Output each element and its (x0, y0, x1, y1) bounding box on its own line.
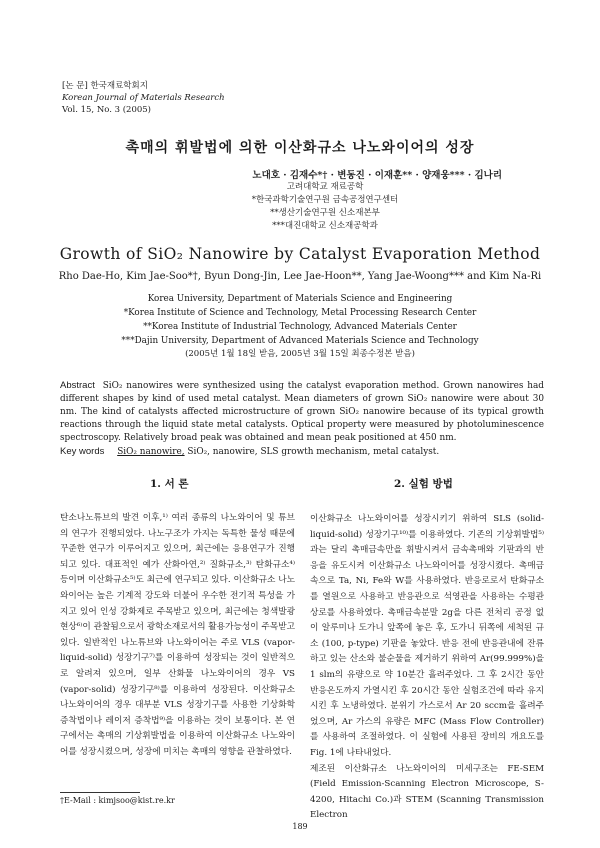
journal-volume: Vol. 15, No. 3 (2005) (62, 105, 152, 115)
affiliations-english (0, 292, 600, 348)
methods-paragraph-1: 이산화규소 나노와이어를 성장시키기 위하여 SLS (solid-liquid-solid) 성장기구¹⁰⁾를 이용하였다. 기존의 기상휘발법⁵⁾과는 달리 촉매금속만을 휘발시켜서 금속촉매와 기판과의 반응을 유도시켜 이산화규소 나노와이어를 성장시켰다. 촉매금속으로 Ta, Ni, Fe와 W를 사용하였다. 반응로로서 탄화규소를 열원으로 사용하고 반응관으로 석영관을 사용하는 수평관상로를 사용하였다. 촉매금속분말 2g을 다른 전처리 공정 없이 알루미나 도가니 앞쪽에 놓은 후, 도가니 뒤쪽에 세척된 규소 (100, p-type) 기판을 놓았다. 반응 전에 반응관내에 잔류하고 있는 산소와 불순물을 제거하기 위하여 Ar(99.999%)을 1 slm의 유량으로 약 10분간 흘려주었다. 그 후 2시간 동안 반응온도까지 가열시킨 후 20시간 동안 실험조건에 따라 유지시킨 후 노냉하였다. 분위기 가스로서 Ar 20 sccm을 흘려주었으며, Ar 가스의 유량은 MFC (Mass Flow Controller)를 사용하여 조절하였다. 이 실험에 사용된 장비의 개요도를 Fig. 1에 나타내었다. (310, 514, 544, 758)
journal-name-en: Korean Journal of Materials Research (62, 93, 225, 103)
affiliation-ko: *한국과학기술연구원 금속공정연구센터 (251, 195, 399, 205)
methods-paragraph-2: 제조된 이산화규소 나노와이어의 미세구조는 FE-SEM (Field Emission-Scanning Electron Microscope, S-4200, Hitachi Co.)과 STEM (Scanning Transmission Electron (310, 763, 544, 821)
section-heading-methods: 2. 실험 방법 (394, 478, 453, 490)
introduction-paragraph: 탄소나노튜브의 발견 이후,¹⁾ 여러 종류의 나노와이어 및 튜브의 연구가 진행되었다. 나노구조가 가지는 독특한 물성 때문에 꾸준한 연구가 이루어지고 있으며, 최근에는 응용연구가 진행되고 있다. 대표적인 예가 산화아연,²⁾ 질화규소,³⁾ 탄화규소⁴⁾ 등이며 이산화규소⁵⁾도 최근에 연구되고 있다. 이산화규소 나노와이어는 높은 기계적 강도와 더불어 우수한 전기적 특성을 가지고 있어 인성 강화제로 주목받고 있으며, 최근에는 청색발광현상⁶⁾이 관찰됨으로서 광학소재로서의 활용가능성이 주목받고 있다. 일반적인 나노튜브와 나노와이어는 주로 VLS (vapor-liquid-solid) 성장기구⁷⁾를 이용하여 성장되는 것이 일반적으로 알려져 있으며, 일부 산화물 나노와이어의 경우 VS (vapor-solid) 성장기구⁸⁾를 이용하여 성장된다. 이산화규소 나노와이어의 경우 대부분 VLS 성장기구를 사용한 기상화학증착법이나 레이저 증착법⁹⁾을 이용하는 것이 보통이다. 본 연구에서는 촉매의 기상휘발법을 이용하여 이산화규소 나노와이어를 성장시켰으며, 성장에 미치는 촉매의 영향을 관찰하였다. (60, 513, 295, 757)
abstract-text: SiO₂ nanowires were synthesized using the catalyst evaporation method. Grown nanowires had different shapes by kind of used metal catalyst. Mean diameters of grown SiO₂ nanowire were about 30 nm. The kind of catalysts affected microstructure of grown SiO₂ nanowire because of its typical growth reactions through the liquid state metal catalysts. Optical property were measured by photoluminescence spectroscopy. Relatively broad peak was obtained and mean peak positioned at 450 nm. (60, 381, 544, 443)
journal-info (62, 80, 225, 116)
body-column-right (310, 512, 544, 824)
footnote-divider (60, 792, 140, 793)
page-number: 189 (292, 822, 308, 831)
affiliation-ko: 고려대학교 재료공학 (286, 182, 364, 192)
journal-name-ko: [논 문] 한국재료학회지 (62, 81, 148, 91)
affiliations-korean (225, 181, 425, 233)
affiliation-en: *Korea Institute of Science and Technology, Metal Processing Research Center (123, 308, 477, 318)
affiliation-ko: ***대진대학교 신소재공학과 (272, 221, 378, 231)
affiliation-en: ***Dajin University, Department of Advanced Materials Science and Technology (121, 336, 479, 346)
body-column-left (60, 511, 295, 761)
keywords-label: Key words (60, 446, 105, 457)
authors-english: Rho Dae-Ho, Kim Jae-Soo*†, Byun Dong-Jin, Lee Jae-Hoon**, Yang Jae-Woong*** and Kim Na-Ri (58, 271, 542, 282)
affiliation-en: Korea University, Department of Materials Science and Engineering (147, 294, 453, 304)
keyword-underlined: SiO₂ nanowire, (117, 447, 185, 457)
footnote-email: †E-Mail : kimjsoo@kist.re.kr (60, 796, 175, 805)
keywords-rest: SiO₂, nanowire, SLS growth mechanism, metal catalyst. (187, 447, 440, 457)
abstract-label: Abstract (60, 380, 95, 391)
abstract (60, 379, 544, 445)
keywords (60, 446, 544, 457)
affiliation-en: **Korea Institute of Industrial Technology, Advanced Materials Center (143, 322, 457, 332)
title-english: Growth of SiO₂ Nanowire by Catalyst Evaporation Method (59, 245, 541, 263)
affiliation-ko: **생산기술연구원 신소재본부 (270, 208, 380, 218)
received-dates: (2005년 1월 18일 받음, 2005년 3월 15일 최종수정본 받음) (185, 349, 415, 359)
section-heading-introduction: 1. 서 론 (150, 478, 189, 490)
title-korean: 촉매의 휘발법에 의한 이산화규소 나노와이어의 성장 (125, 140, 475, 156)
authors-korean: 노대호 · 김재수*† · 변동진 · 이재훈** · 양재웅*** · 김나리 (252, 170, 502, 181)
